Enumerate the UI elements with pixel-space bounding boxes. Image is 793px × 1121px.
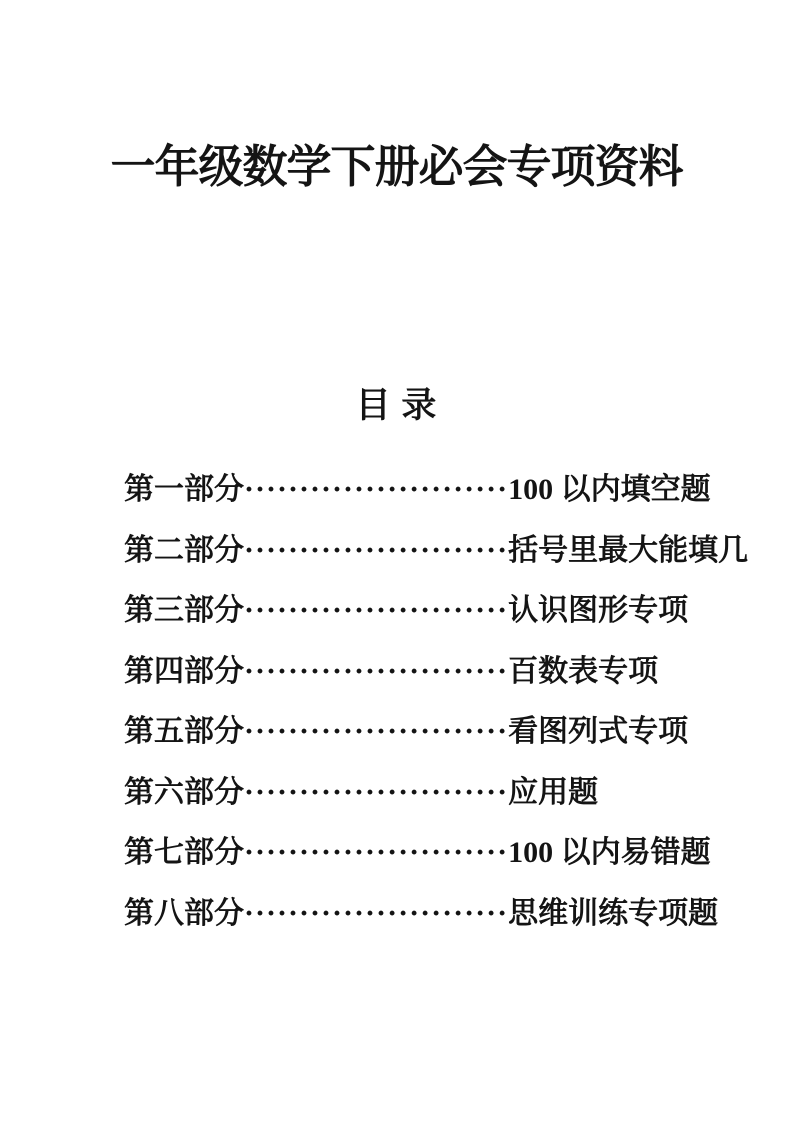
toc-entry-title: 100 以内填空题 xyxy=(508,473,711,506)
toc-entry xyxy=(124,702,763,763)
toc-entry-title: 百数表专项 xyxy=(508,654,659,688)
toc-entry xyxy=(124,460,763,521)
toc-entry-title: 括号里最大能填几 xyxy=(508,533,749,567)
toc-entry-label: 第三部分 xyxy=(124,594,244,627)
toc-entry-label: 第六部分 xyxy=(124,775,244,809)
document-title: 一年级数学下册必会专项资料 xyxy=(110,142,683,192)
toc-leader-dots: ························ xyxy=(244,654,509,688)
toc-leader-dots: ························ xyxy=(244,715,509,748)
toc-entry xyxy=(124,642,763,703)
toc-entry xyxy=(124,763,763,824)
toc-entry xyxy=(124,884,763,945)
toc-leader-dots: ························ xyxy=(244,533,509,567)
toc-entry-label: 第五部分 xyxy=(124,715,244,748)
toc-entry-title: 看图列式专项 xyxy=(508,715,689,748)
toc-leader-dots: ························ xyxy=(244,896,509,930)
toc-entry xyxy=(124,521,763,582)
toc-entry-title: 100 以内易错题 xyxy=(508,836,711,869)
toc-entry-label: 第二部分 xyxy=(124,533,244,567)
toc-entry-label: 第一部分 xyxy=(124,473,244,506)
toc-entry-label: 第四部分 xyxy=(124,654,244,688)
toc-list xyxy=(124,460,763,944)
toc-entry-label: 第八部分 xyxy=(124,896,244,930)
toc-entry xyxy=(124,581,763,642)
toc-leader-dots: ························ xyxy=(244,473,509,506)
toc-entry-label: 第七部分 xyxy=(124,836,244,869)
toc-leader-dots: ························ xyxy=(244,594,509,627)
toc-entry xyxy=(124,823,763,884)
toc-entry-title: 认识图形专项 xyxy=(508,594,689,627)
toc-entry-title: 思维训练专项题 xyxy=(508,896,719,930)
toc-entry-title: 应用题 xyxy=(508,775,599,809)
toc-heading: 目 录 xyxy=(355,386,438,425)
toc-leader-dots: ························ xyxy=(244,775,509,809)
toc-leader-dots: ························ xyxy=(244,836,509,869)
